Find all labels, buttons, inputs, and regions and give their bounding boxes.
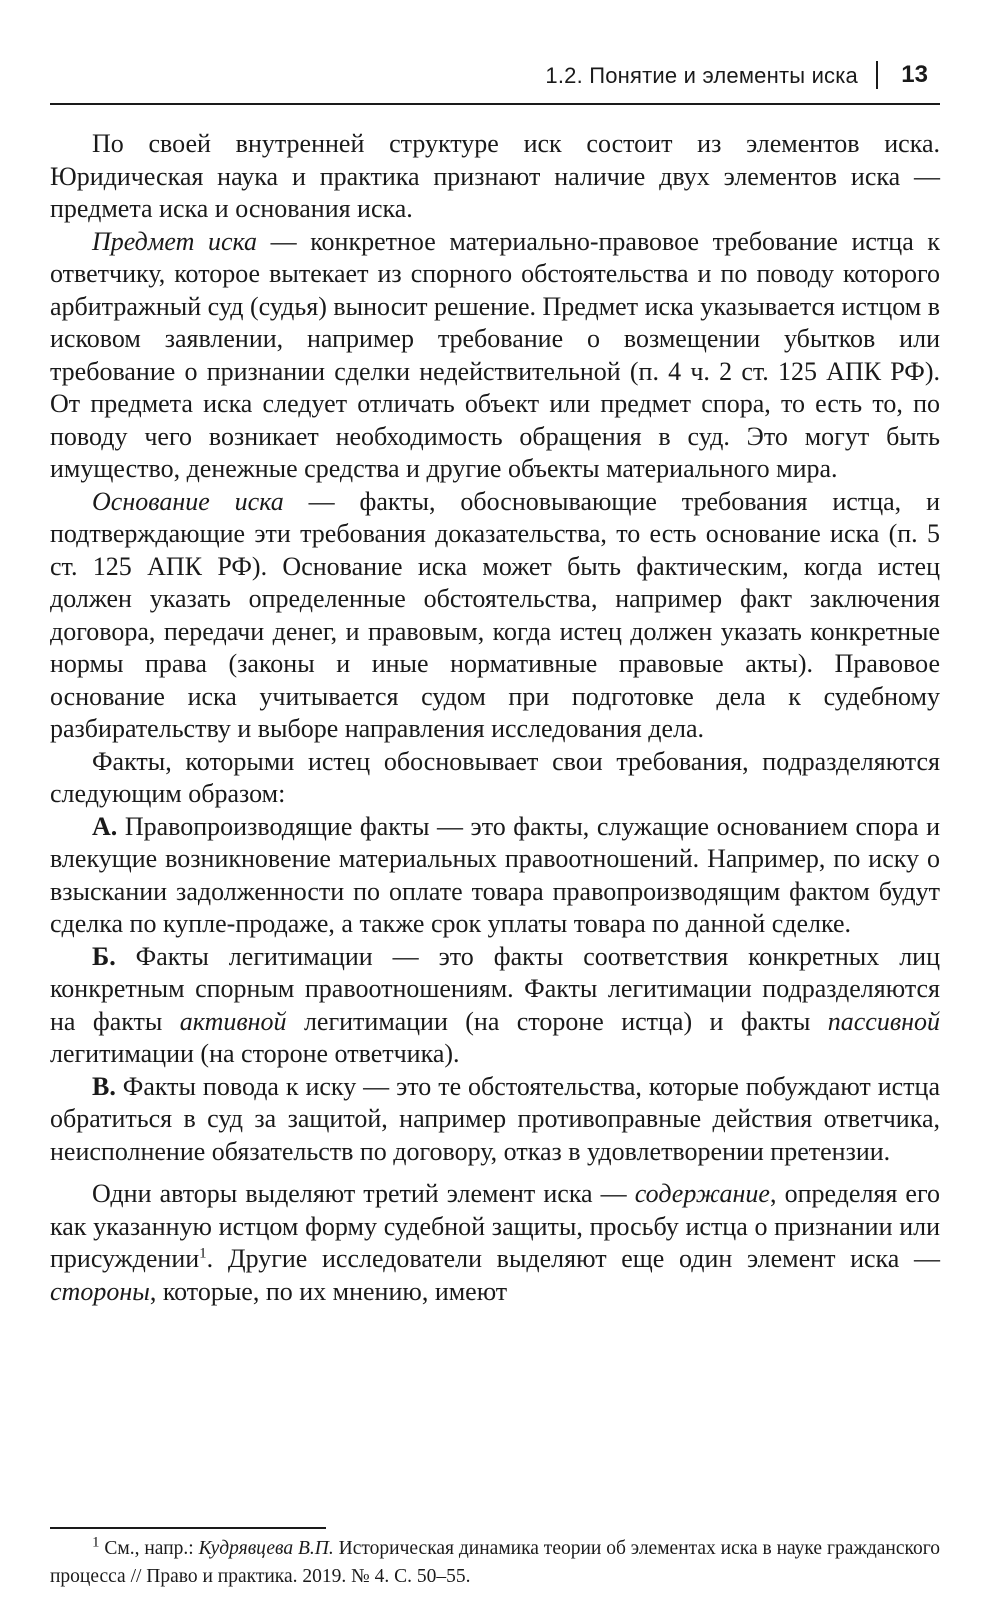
paragraph-subject-of-claim: [50, 226, 940, 486]
paragraph-facts-b: [50, 941, 940, 1071]
paragraph-text: — конкретное материально-правовое требование истца к ответчику, которое вытекает из спорного обстоятельства и по поводу которого арбитражный суд (судья) выносит решение. Предмет иска указывается истцом в исковом заявлении, например требование о возмещении убытков или требование о признании сделки недействительной (п. 4 ч. 2 ст. 125 АПК РФ). От предмета иска следует отличать объект или предмет спора, то есть то, по поводу чего возникает необходимость обращения в суд. Это могут быть имущество, денежные средства и другие объекты материального мира.: [50, 226, 940, 483]
paragraph-text: , определяя его как указанную истцом форму судебной защиты, просьбу истца о признании или присуждении: [50, 1179, 940, 1273]
page-body: [50, 128, 940, 1308]
paragraph-text: Факты повода к иску — это те обстоятельства, которые побуждают истца обратиться в суд за защитой, например противоправные действия ответчика, неисполнение обязательств по договору, отказ в удовлетворении претензии.: [50, 1071, 940, 1166]
term-active: активной: [179, 1006, 287, 1036]
term-parties: стороны: [50, 1276, 150, 1306]
list-label: Б.: [92, 941, 116, 971]
paragraph-text: Правопроизводящие факты — это факты, служащие основанием спора и влекущие возникновение материальных правоотношений. Например, по иску о взыскании задолженности по оплате товара правопроизводящим фактом будут сделка по купле-продаже, а также срок уплаты товара по данной сделке.: [50, 811, 940, 938]
footnote-text: Историческая динамика теории об элементах иска в науке гражданского процесса // Право и практика. 2019. № 4. С. 50–55.: [50, 1538, 940, 1587]
running-header: [50, 55, 940, 105]
paragraph-text: , которые, по их мнению, имеют: [149, 1276, 508, 1306]
paragraph-other-elements: [50, 1178, 940, 1308]
paragraph-text: . Другие исследователи выделяют еще один элемент иска —: [206, 1244, 940, 1273]
list-label: А.: [92, 811, 118, 841]
footnote-reference[interactable]: 1: [199, 1245, 207, 1262]
paragraph-text: Факты легитимации — это факты соответствия конкретных лиц конкретным спорным правоотношениям. Факты легитимации подразделяются на факты: [50, 941, 940, 1036]
footnote: [50, 1535, 940, 1591]
paragraph-structure: По своей внутренней структуре иск состоит из элементов иска. Юридическая наука и практика признают наличие двух элементов иска — предмета иска и основания иска.: [50, 129, 940, 223]
paragraph-text: легитимации (на стороне ответчика).: [50, 1039, 460, 1068]
term-subject: Предмет иска: [92, 226, 258, 256]
paragraph-facts-a: [50, 811, 940, 941]
footnote-author: Кудрявцева В.П.: [198, 1538, 334, 1559]
footnote-mark: 1: [92, 1534, 100, 1551]
term-content: содержание: [634, 1179, 770, 1208]
section-title: 1.2. Понятие и элементы иска: [545, 63, 858, 88]
paragraph-text: — факты, обосновывающие требования истца, и подтверждающие эти требования доказательства, то есть основание иска (п. 5 ст. 125 АПК РФ). Основание иска может быть фактическим, когда истец должен указать определенные обстоятельства, например факт заключения договора, передачи денег, и правовым, когда истец должен указать конкретные нормы права (законы и иные нормативные правовые акты). Правовое основание иска учитывается судом при подготовке дела к судебному разбирательству и выборе направления исследования дела.: [50, 486, 940, 743]
page-number: 13: [901, 61, 928, 88]
paragraph-facts-c: [50, 1071, 940, 1169]
list-label: В.: [92, 1071, 116, 1101]
paragraph-facts-intro: Факты, которыми истец обосновывает свои требования, подразделяются следующим образом:: [50, 746, 940, 808]
paragraph-text: Одни авторы выделяют третий элемент иска —: [92, 1179, 635, 1208]
footnote-text: См., напр.:: [99, 1538, 199, 1559]
header-separator: [876, 61, 878, 89]
term-passive: пассивной: [827, 1006, 940, 1036]
paragraph-basis-of-claim: [50, 486, 940, 746]
term-basis: Основание иска: [92, 486, 284, 516]
footnote-rule: [50, 1527, 326, 1529]
paragraph-text: легитимации (на стороне истца) и факты: [286, 1006, 828, 1036]
